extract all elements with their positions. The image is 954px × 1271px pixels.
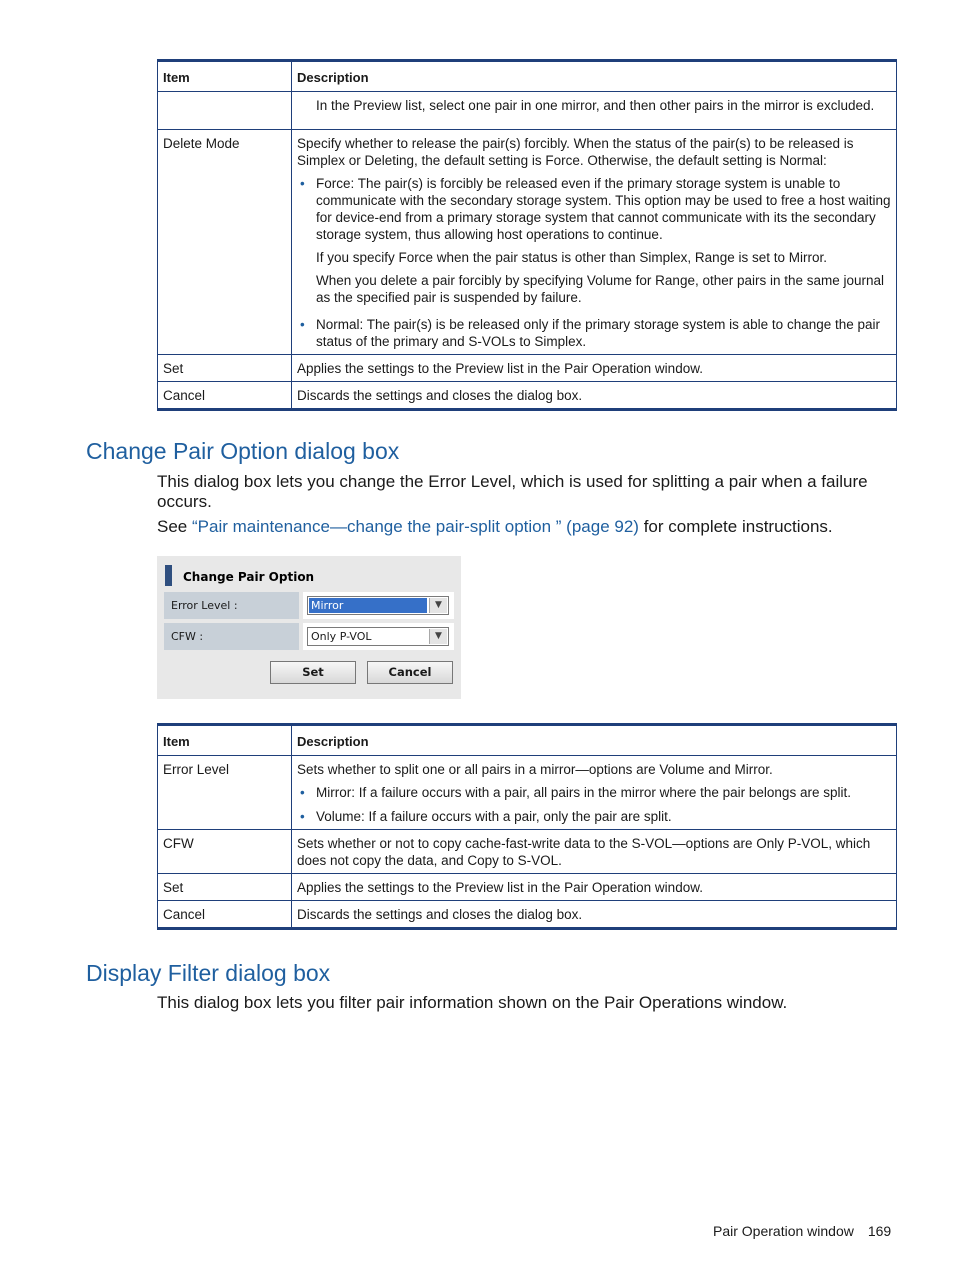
table-cell-item: CFW: [158, 830, 292, 874]
see-suffix: for complete instructions.: [638, 517, 833, 536]
description-intro: Sets whether to split one or all pairs in a mirror—options are Volume and Mirror.: [297, 762, 773, 777]
section-heading-display-filter: Display Filter dialog box: [86, 960, 331, 986]
table-cell-item: Cancel: [158, 382, 292, 410]
table-row: [158, 830, 897, 874]
table-row: [158, 92, 897, 130]
error-level-select[interactable]: [307, 596, 449, 615]
see-prefix: See: [157, 517, 192, 536]
description-intro: Specify whether to release the pair(s) forcibly. When the status of the pair(s) to be released is Simplex or Deleting, the default setting is Force. Otherwise, the default setting is Normal:: [297, 136, 854, 168]
section-heading-change-pair-option: Change Pair Option dialog box: [86, 438, 400, 464]
bullet-dot-icon: •: [300, 317, 305, 332]
table-cell-description: Discards the settings and closes the dialog box.: [292, 901, 897, 929]
option-list: [297, 175, 891, 243]
option-list: [297, 316, 891, 350]
option-list: [297, 784, 891, 825]
cfw-value: Only P-VOL: [311, 630, 372, 643]
table-header-description: Description: [292, 725, 897, 756]
table-cell-description: Applies the settings to the Preview list in the Pair Operation window.: [292, 355, 897, 382]
cancel-button[interactable]: Cancel: [367, 661, 453, 684]
bullet-dot-icon: •: [300, 785, 305, 800]
error-level-label: Error Level :: [164, 592, 299, 619]
table-cell-description: [292, 130, 897, 355]
table-cell-description: Applies the settings to the Preview list in the Pair Operation window.: [292, 874, 897, 901]
note-text: If you specify Force when the pair status is other than Simplex, Range is set to Mirror.: [316, 250, 827, 265]
cfw-select[interactable]: [307, 627, 449, 646]
list-item: [297, 808, 891, 825]
table-header-item: Item: [158, 61, 292, 92]
list-item: [297, 784, 891, 801]
section-paragraph: This dialog box lets you change the Error Level, which is used for splitting a pair when a failure occurs.: [157, 472, 868, 511]
bullet-dot-icon: •: [300, 809, 305, 824]
continued-text: In the Preview list, select one pair in one mirror, and then other pairs in the mirror is excluded.: [316, 98, 875, 113]
table-cell-item: Cancel: [158, 901, 292, 929]
set-button[interactable]: Set: [270, 661, 356, 684]
table-row: [158, 355, 897, 382]
change-pair-option-table: [157, 723, 897, 930]
table-row: [158, 382, 897, 410]
dialog-title: Change Pair Option: [183, 570, 315, 584]
section-paragraph: This dialog box lets you filter pair information shown on the Pair Operations window.: [157, 993, 788, 1012]
table-row: [158, 874, 897, 901]
change-pair-option-dialog: [157, 556, 461, 699]
table-row: [158, 130, 897, 355]
table-cell-item: Delete Mode: [158, 130, 292, 355]
see-reference: [157, 517, 897, 537]
chevron-down-icon[interactable]: ▼: [429, 598, 447, 613]
delete-pair-options-table: [157, 59, 897, 411]
table-cell-item: Error Level: [158, 756, 292, 830]
list-item-text: Force: The pair(s) is forcibly be released even if the primary storage system is unable to communicate with the secondary storage system. This option may be used to free a host waiting for device-end from a primary storage system that cannot communicate with its the secondary storage system, thus allowing host operations to continue.: [316, 176, 891, 242]
table-row: [158, 756, 897, 830]
list-item-text: Mirror: If a failure occurs with a pair, all pairs in the mirror where the pair belongs are split.: [316, 785, 851, 800]
table-cell-description: Discards the settings and closes the dialog box.: [292, 382, 897, 410]
table-header-description: Description: [292, 61, 897, 92]
cross-reference-link[interactable]: “Pair maintenance—change the pair-split option ” (page 92): [191, 517, 639, 536]
table-cell-item: Set: [158, 355, 292, 382]
table-cell-description: Sets whether or not to copy cache-fast-write data to the S-VOL—options are Only P-VOL, which does not copy the data, and Copy to S-VOL.: [292, 830, 897, 874]
table-header-item: Item: [158, 725, 292, 756]
table-cell-description: [292, 756, 897, 830]
table-cell-item: [158, 92, 292, 130]
table-row: [158, 901, 897, 929]
table-cell-description: [292, 92, 897, 130]
list-item-text: Normal: The pair(s) is be released only if the primary storage system is able to change the pair status of the primary and S-VOLs to Simplex.: [316, 317, 881, 349]
error-level-field: [303, 592, 454, 619]
title-accent-bar: [165, 565, 172, 586]
footer-title: Pair Operation window: [713, 1223, 854, 1239]
chevron-down-icon[interactable]: ▼: [429, 629, 447, 644]
cfw-field: [303, 623, 454, 650]
bullet-dot-icon: •: [300, 176, 305, 191]
page-number: 169: [867, 1223, 892, 1239]
list-item: [297, 175, 891, 243]
table-cell-item: Set: [158, 874, 292, 901]
page-footer: [713, 1223, 891, 1239]
cfw-label: CFW :: [164, 623, 299, 650]
note-text: When you delete a pair forcibly by specifying Volume for Range, other pairs in the same journal as the specified pair is suspended by failure.: [316, 273, 885, 305]
list-item: [297, 316, 891, 350]
list-item-text: Volume: If a failure occurs with a pair, only the pair are split.: [316, 809, 672, 824]
error-level-value: Mirror: [309, 598, 427, 613]
